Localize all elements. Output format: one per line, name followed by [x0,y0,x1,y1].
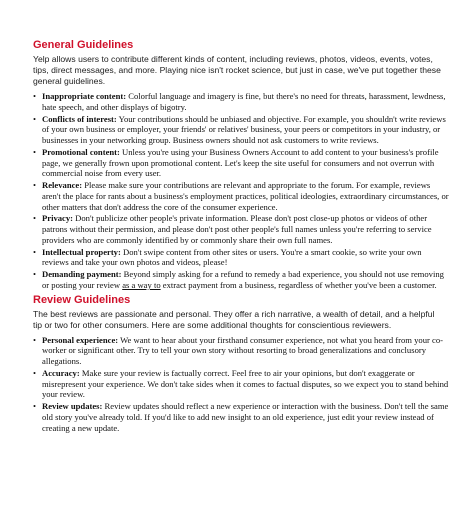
list-item [33,213,450,245]
review-guidelines-list [33,335,450,434]
bullet-icon: • [33,401,37,412]
bullet-icon: • [33,213,37,224]
list-item [33,401,450,433]
item-text: Review updates should reflect a new experience or interaction with the business. Don't tell the same old story you've already told. If you'd like to add new insight to an old experience, just edit your review instead of creating a new update. [42,401,449,433]
bullet-icon: • [33,368,37,379]
item-text: We want to hear about your firsthand consumer experience, not what you heard from your co-worker or significant other. Try to tell your own story without resorting to broad generalizations and conclusory allegations. [42,334,444,367]
list-item [33,114,450,146]
list-item [33,368,450,400]
item-title: Conflicts of interest: [42,113,117,124]
item-title: Demanding payment: [42,269,122,280]
bullet-icon: • [33,180,37,191]
item-title: Accuracy: [42,368,80,379]
bullet-icon: • [33,334,37,345]
list-item [33,247,450,268]
item-title: Inappropriate content: [42,91,127,101]
item-title: Relevance: [42,180,83,191]
item-text: Colorful language and imagery is fine, but there's no need for threats, harassment, lewdness, hate speech, and other displays of bigotry. [42,91,446,112]
general-guidelines-intro: Yelp allows users to contribute different kinds of content, including reviews, photos, videos, events, votes, tips, direct messages, and more. Playing nice isn't rocket science, but just in case, we've put together these general guidelines. [33,54,441,86]
review-guidelines-intro: The best reviews are passionate and personal. They offer a rich narrative, a wealth of detail, and a helpful tip or two for other consumers. Here are some additional thoughts for conscientious reviewers. [33,308,435,330]
list-item [33,269,450,290]
as-a-way-to-link[interactable]: as a way to [122,280,161,291]
list-item [33,335,450,367]
list-item [33,147,450,179]
bullet-icon: • [33,246,37,257]
item-title: Intellectual property: [42,246,121,257]
general-guidelines-list [33,91,450,291]
list-item [33,91,450,112]
item-text: Make sure your review is factually correct. Feel free to air your opinions, but don't exaggerate or misrepresent your experience. We don't take sides when it comes to factual disputes, so we expect you to stand behind your review. [42,368,449,400]
item-title: Personal experience: [42,334,119,345]
item-text: extract payment from a business, regardless of whether you've been a customer. [160,280,437,291]
item-title: Review updates: [42,401,103,412]
list-item [33,180,450,212]
item-title: Promotional content: [42,146,120,157]
item-text: Unless you're using your Business Owners Account to add content to your business's profile page, we generally frown upon promotional content. Let's keep the site useful for consumers and not overrun with commercial noise from every user. [42,146,439,179]
general-guidelines-heading: General Guidelines [33,39,134,51]
review-guidelines-heading: Review Guidelines [33,293,131,306]
item-text: Don't publicize other people's private information. Please don't post close-up photos or videos of other patrons without their permission, and please don't post other people's full names unless you're referring to service providers who are commonly identified by or commonly share their own full names. [42,213,432,245]
bullet-icon: • [33,269,37,280]
item-text: Don't swipe content from other sites or users. You're a smart cookie, so write your own reviews and take your own photos and videos, please! [42,246,422,268]
item-text: Your contributions should be unbiased and objective. For example, you shouldn't write reviews of your own business or employer, your friends' or relatives' business, your peers or competitors in your industry, or businesses in your networking group. Business owners should not ask customers to write reviews. [42,113,446,145]
item-title: Privacy: [42,213,74,224]
item-text: Beyond simply asking for a refund to remedy a bad experience, you should not use removing or posting your review [42,269,444,291]
bullet-icon: • [33,146,37,157]
review-guidelines-section [33,293,450,434]
bullet-icon: • [33,113,37,124]
item-text: Please make sure your contributions are relevant and appropriate to the forum. For example, reviews aren't the place for rants about a business's employment practices, political ideologies, extraordinary circumstances, or other matters that don't address the core of the consumer experience. [42,180,449,212]
bullet-icon: • [33,91,37,101]
